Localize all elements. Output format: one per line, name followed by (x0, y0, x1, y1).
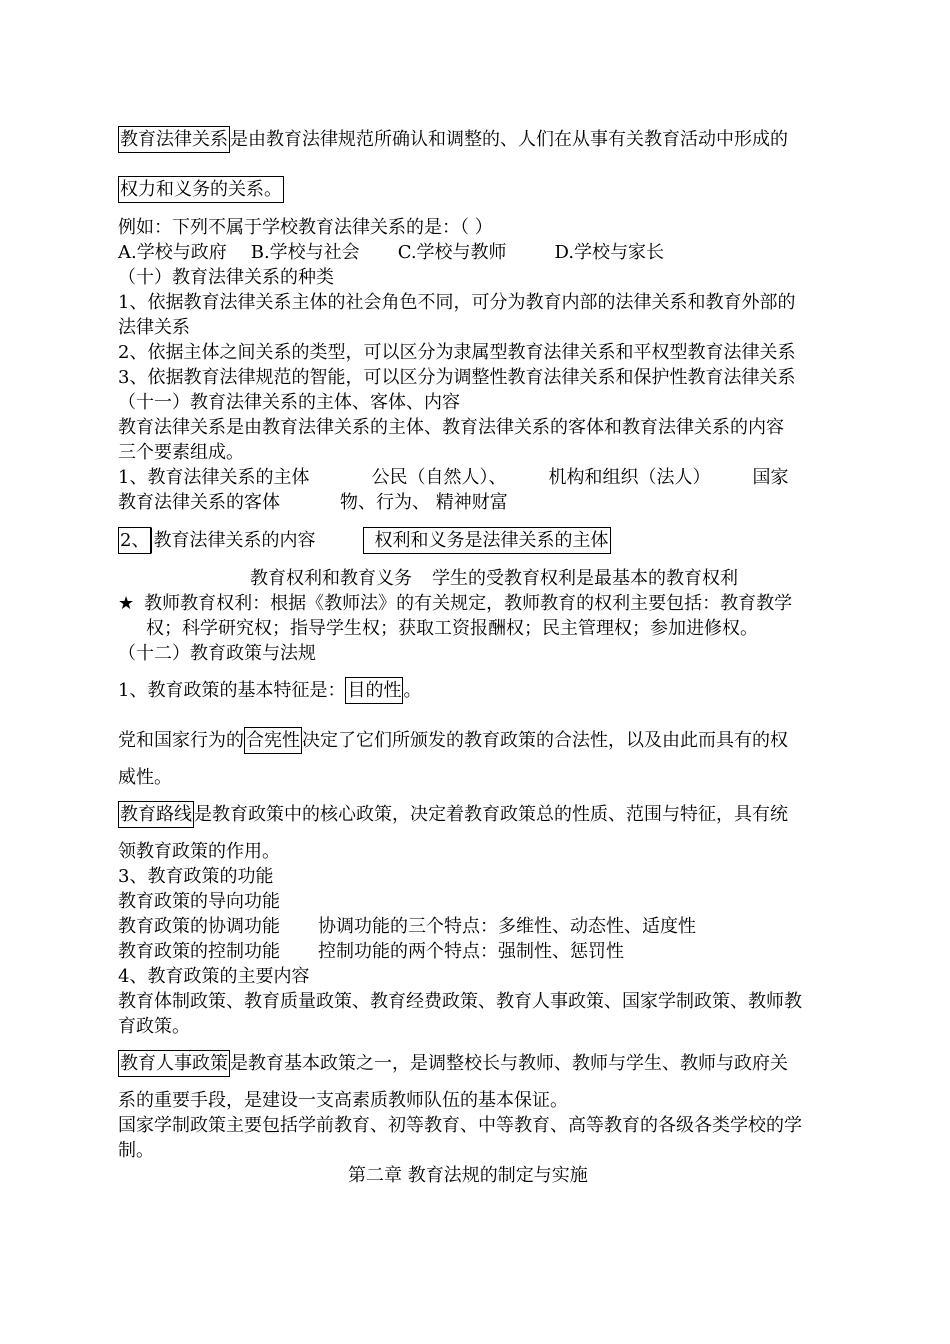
constitutionality-para: 党和国家行为的 合宪性 决定了它们所颁发的教育政策的合法性，以及由此而具有的权 (118, 729, 788, 753)
term-box: 教育法律关系 (118, 126, 230, 153)
content-line (118, 529, 611, 553)
section-10-item-3: 3、依据教育法律规范的智能，可以区分为调整性教育法律关系和保护性教育法律关系 (118, 367, 796, 388)
teacher-rights-cont: 权；科学研究权；指导学生权；获取工资报酬权；民主管理权；参加进修权。 (146, 618, 758, 639)
policy-contents-cont: 育政策。 (118, 1016, 190, 1037)
para-legal-relation-def: 教育法律关系 是由教育法律规范所确认和调整的、人们在从事有关教育活动中形成的 (118, 128, 788, 152)
section-10-item-1: 1、依据教育法律关系主体的社会角色不同，可分为教育内部的法律关系和教育外部的 (118, 292, 796, 313)
section-11-para: 教育法律关系是由教育法律关系的主体、教育法律关系的客体和教育法律关系的内容 (118, 417, 784, 438)
object-line: 教育法律关系的客体 物、行为、 精神财富 (118, 492, 508, 513)
teacher-rights: ★ 教师教育权利：根据《教师法》的有关规定，教师教育的权利主要包括：教育教学 (118, 593, 793, 614)
term-box: 教育路线 (118, 801, 194, 828)
term-box: 合宪性 (244, 727, 302, 754)
education-line-para-cont: 领教育政策的作用。 (118, 841, 280, 862)
function-coordinate: 教育政策的协调功能 协调功能的三个特点：多维性、动态性、适度性 (118, 916, 696, 937)
para-legal-relation-def-cont (118, 178, 284, 202)
section-12-title: （十二）教育政策与法规 (118, 643, 316, 664)
policy-contents-title: 4、教育政策的主要内容 (118, 966, 310, 987)
policy-contents: 教育体制政策、教育质量政策、教育经费政策、教育人事政策、国家学制政策、教师教 (118, 991, 802, 1012)
personnel-policy-para: 教育人事政策 是教育基本政策之一，是调整校长与教师、教师与学生、教师与政府关 (118, 1052, 788, 1076)
section-11-para-cont: 三个要素组成。 (118, 442, 244, 463)
star-icon: ★ (118, 593, 135, 614)
constitutionality-para-cont: 威性。 (118, 767, 172, 788)
content-label-box: 教育法律关系的内容 (151, 527, 317, 554)
policy-functions-title: 3、教育政策的功能 (118, 866, 274, 887)
function-control: 教育政策的控制功能 控制功能的两个特点：强制性、惩罚性 (118, 941, 624, 962)
example-question: 例如：下列不属于学校教育法律关系的是：（ ） (118, 217, 493, 238)
section-10-title: （十）教育法律关系的种类 (118, 267, 334, 288)
school-system-para: 国家学制政策主要包括学前教育、初等教育、中等教育、高等教育的各级各类学校的学 (118, 1115, 802, 1136)
subject-line: 1、教育法律关系的主体 公民（自然人）、 机构和组织（法人） 国家 (118, 467, 789, 488)
section-11-title: （十一）教育法律关系的主体、客体、内容 (118, 392, 460, 413)
rights-line: 教育权利和教育义务 学生的受教育权利是最基本的教育权利 (250, 568, 738, 589)
school-system-para-cont: 制。 (118, 1140, 154, 1161)
num-box: 2、 (118, 527, 151, 554)
rights-duty-box: 权利和义务是法律关系的主体 (363, 527, 611, 554)
term-box: 教育人事政策 (118, 1050, 230, 1077)
term-box: 权力和义务的关系。 (118, 176, 284, 203)
policy-feature: 1、教育政策的基本特征是： 目的性 。 (118, 679, 421, 703)
education-line-para: 教育路线 是教育政策中的核心政策，决定着教育政策总的性质、范围与特征，具有统 (118, 803, 788, 827)
chapter-title: 第二章 教育法规的制定与实施 (348, 1165, 588, 1186)
example-options: A.学校与政府 B.学校与社会 C.学校与教师 D.学校与家长 (118, 242, 665, 263)
term-box: 目的性 (345, 677, 403, 704)
function-guide: 教育政策的导向功能 (118, 891, 280, 912)
section-10-item-1-cont: 法律关系 (118, 317, 190, 338)
personnel-policy-para-cont: 系的重要手段，是建设一支高素质教师队伍的基本保证。 (118, 1090, 568, 1111)
section-10-item-2: 2、依据主体之间关系的类型，可以区分为隶属型教育法律关系和平权型教育法律关系 (118, 342, 796, 363)
